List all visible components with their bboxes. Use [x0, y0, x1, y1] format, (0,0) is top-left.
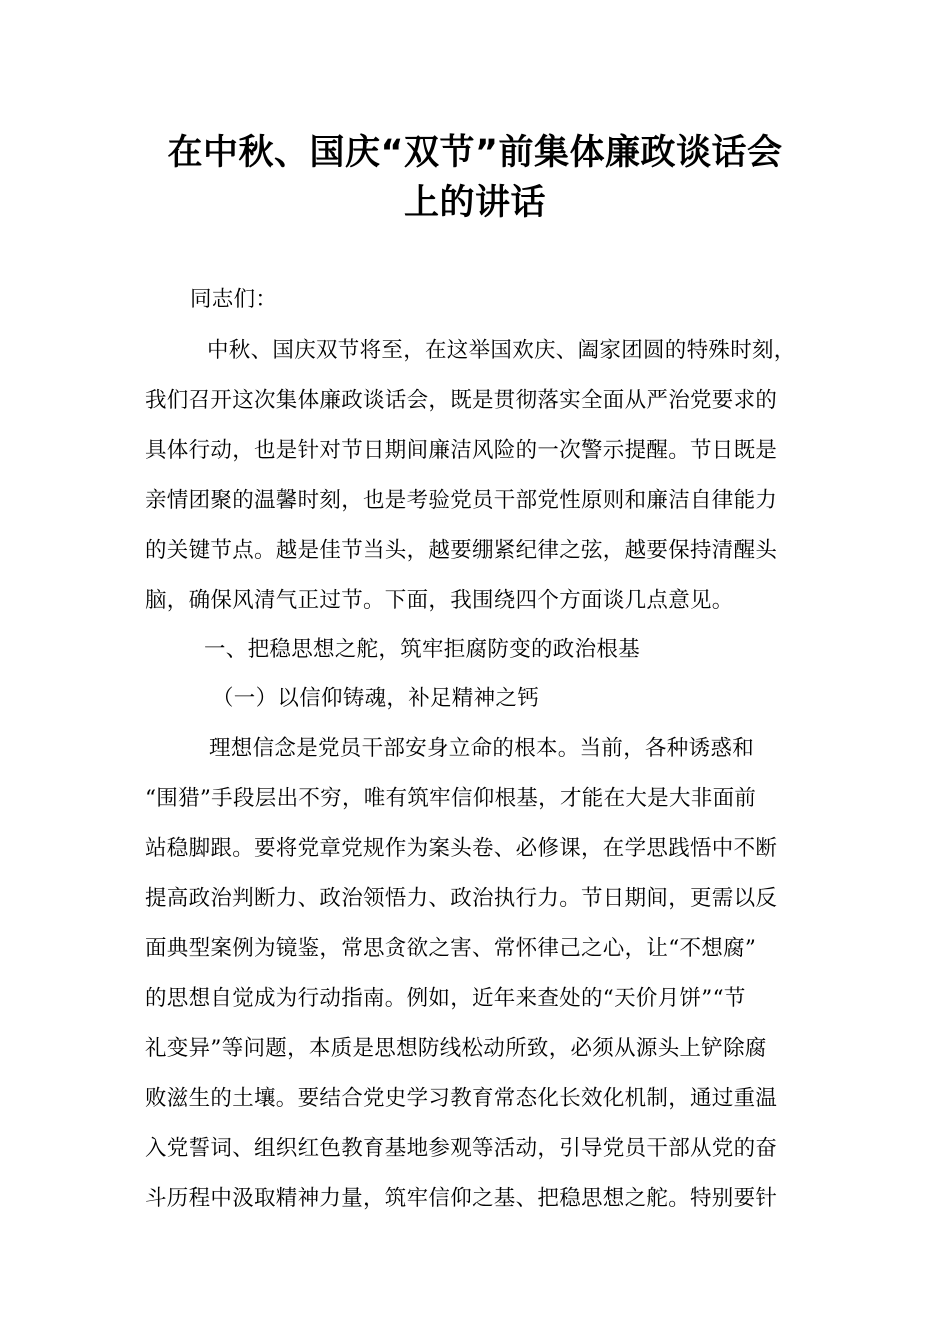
- paragraph-line: 的关键节点。越是佳节当头，越要绷紧纪律之弦，越要保持清醒头: [145, 538, 778, 563]
- paragraph-line: “围猎”手段层出不穷，唯有筑牢信仰根基，才能在大是大非面前: [145, 786, 757, 811]
- paragraph-line: 理想信念是党员干部安身立命的根本。当前，各种诱惑和: [209, 736, 755, 761]
- paragraph-line: 亲情团聚的温馨时刻，也是考验党员干部党性原则和廉洁自律能力: [145, 488, 778, 513]
- paragraph-line: 具体行动，也是针对节日期间廉洁风险的一次警示提醒。节日既是: [145, 438, 778, 463]
- paragraph-line: 礼变异”等问题，本质是思想防线松动所致，必须从源头上铲除腐: [145, 1036, 767, 1061]
- paragraph-line: 败滋生的土壤。要结合党史学习教育常态化长效化机制，通过重温: [145, 1086, 778, 1111]
- paragraph-line: 入党誓词、组织红色教育基地参观等活动，引导党员干部从党的奋: [145, 1136, 778, 1161]
- paragraph-line: 面典型案例为镜鉴，常思贪欲之害、常怀律己之心，让“不想腐”: [145, 936, 757, 961]
- document-title-line-2: 上的讲话: [403, 183, 546, 223]
- paragraph-line: 斗历程中汲取精神力量，筑牢信仰之基、把稳思想之舵。特别要针: [145, 1186, 778, 1211]
- salutation: 同志们：: [190, 287, 278, 312]
- paragraph-line: 中秋、国庆双节将至，在这举国欢庆、阖家团圆的特殊时刻，: [207, 338, 796, 363]
- paragraph-line: 提高政治判断力、政治领悟力、政治执行力。节日期间，更需以反: [145, 886, 778, 911]
- document-title-line-1: 在中秋、国庆“双节”前集体廉政谈话会: [167, 133, 783, 173]
- section-heading: 一、把稳思想之舵，筑牢拒腐防变的政治根基: [204, 637, 641, 662]
- paragraph-line: 脑，确保风清气正过节。下面，我围绕四个方面谈几点意见。: [145, 588, 734, 613]
- paragraph-line: 的思想自觉成为行动指南。例如，近年来查处的“天价月饼”“节: [145, 986, 746, 1011]
- paragraph-line: 我们召开这次集体廉政谈话会，既是贯彻落实全面从严治党要求的: [145, 388, 778, 413]
- subsection-heading: （一）以信仰铸魂，补足精神之钙: [212, 686, 540, 711]
- paragraph-line: 站稳脚跟。要将党章党规作为案头卷、必修课，在学思践悟中不断: [145, 836, 778, 861]
